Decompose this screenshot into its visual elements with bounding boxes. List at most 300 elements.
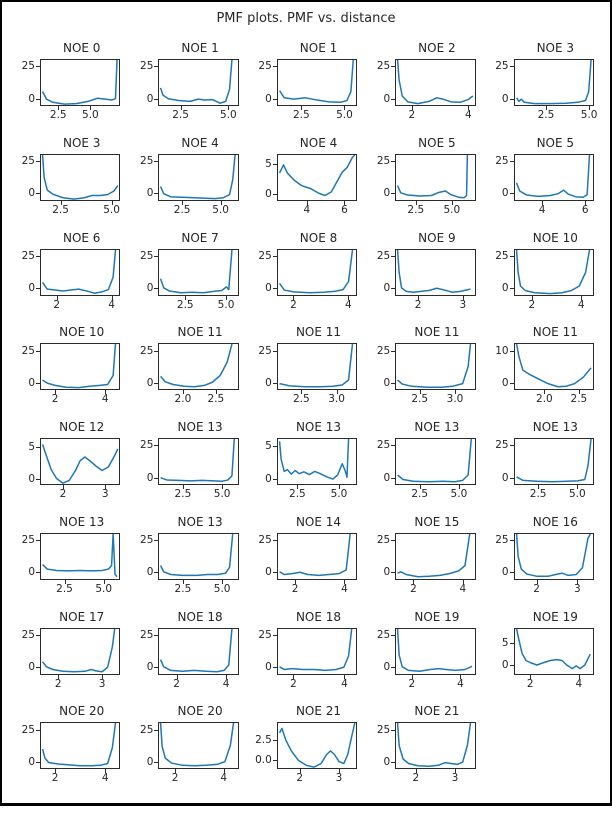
x-tick-label: 5.0 — [450, 488, 468, 500]
pmf-curve — [43, 344, 116, 388]
subplot-34-noe-19 — [484, 607, 602, 702]
subplot-axes — [21, 533, 120, 595]
subplot-19-noe-11 — [484, 322, 602, 417]
subplot-title: NOE 13 — [532, 420, 578, 434]
pmf-curve — [161, 439, 235, 481]
y-tick-mark — [36, 762, 40, 763]
y-tick-label: 0 — [383, 92, 391, 105]
x-tick-label: 2.5 — [292, 393, 310, 406]
y-tick-label: 0 — [146, 471, 154, 484]
x-tick-label: 3 — [98, 677, 106, 690]
subplot-axes — [140, 154, 238, 216]
y-tick-label: 0 — [265, 376, 272, 389]
subplot-axes — [265, 438, 357, 500]
subplot-title: NOE 18 — [177, 609, 223, 624]
x-tick-label: 4 — [538, 203, 546, 216]
x-tick-label: 3.0 — [446, 393, 464, 406]
y-tick-mark — [154, 161, 158, 162]
y-tick-label: 25 — [140, 249, 154, 262]
x-tick-label: 2.5 — [529, 488, 547, 500]
pmf-curve — [398, 439, 472, 482]
subplot-axes — [140, 533, 238, 595]
pmf-curve — [398, 344, 471, 387]
y-tick-mark — [391, 193, 395, 194]
subplot-3-noe-2 — [365, 38, 483, 133]
y-tick-mark — [36, 161, 40, 162]
pmf-curve — [161, 250, 232, 293]
y-tick-mark — [391, 540, 395, 541]
y-tick-mark — [154, 478, 158, 479]
subplot-35-noe-20 — [10, 701, 128, 796]
pmf-curve — [398, 155, 468, 198]
x-tick-label: 2.5 — [176, 298, 194, 311]
pmf-curve — [516, 155, 589, 197]
x-tick-label: 2.5 — [537, 109, 555, 121]
y-tick-mark — [510, 66, 514, 67]
subplot-axes — [21, 628, 120, 690]
subplot-axes — [140, 343, 238, 406]
pmf-curve — [43, 723, 116, 766]
subplot-15-noe-10 — [10, 322, 128, 417]
subplot-4-noe-3 — [484, 38, 602, 133]
y-tick-mark — [273, 99, 277, 100]
subplot-axes — [258, 249, 357, 311]
pmf-curve — [516, 534, 590, 576]
y-tick-mark — [154, 351, 158, 352]
subplot-title: NOE 12 — [59, 420, 105, 434]
subplot-axes — [140, 438, 238, 500]
y-tick-label: 25 — [376, 628, 391, 641]
y-tick-label: 0 — [28, 660, 35, 673]
subplot-title: NOE 0 — [62, 41, 101, 55]
y-tick-mark — [391, 256, 395, 257]
y-tick-label: 5 — [265, 157, 272, 170]
subplot-36-noe-20 — [128, 701, 246, 796]
x-tick-label: 2 — [290, 677, 297, 690]
y-tick-mark — [36, 667, 40, 668]
x-tick-label: 4 — [341, 677, 348, 690]
y-tick-label: 0 — [501, 376, 509, 389]
subplot-18-noe-11 — [365, 322, 483, 417]
subplot-axes — [140, 59, 238, 121]
y-tick-label: 0 — [265, 281, 272, 294]
x-tick-label: 3 — [335, 772, 343, 785]
y-tick-mark — [154, 288, 158, 289]
y-tick-mark — [391, 635, 395, 636]
subplot-axes — [21, 343, 120, 406]
y-tick-mark — [273, 572, 277, 573]
y-tick-label: 0 — [146, 660, 154, 673]
y-tick-label: 0 — [28, 281, 35, 294]
y-tick-label: 0 — [383, 755, 391, 768]
y-tick-label: 0 — [265, 188, 272, 201]
x-tick-label: 2.5 — [289, 488, 306, 500]
subplot-axes — [140, 249, 238, 311]
y-tick-mark — [510, 193, 514, 194]
subplot-axes — [258, 343, 357, 406]
y-tick-mark — [510, 351, 514, 352]
subplot-title: NOE 18 — [295, 609, 342, 624]
y-tick-mark — [273, 164, 277, 165]
y-tick-label: 0 — [383, 566, 391, 579]
y-tick-label: 25 — [376, 533, 391, 546]
subplot-title: NOE 11 — [414, 325, 460, 340]
pmf-curve — [43, 155, 118, 199]
subplot-title: NOE 3 — [536, 41, 575, 55]
subplot-axes — [376, 722, 475, 785]
y-tick-mark — [154, 445, 158, 446]
subplot-title: NOE 1 — [299, 41, 338, 55]
x-tick-label: 2 — [53, 298, 61, 311]
subplot-axes — [376, 533, 475, 595]
pmf-curve — [398, 60, 473, 104]
subplot-title: NOE 5 — [536, 135, 575, 150]
y-tick-mark — [391, 99, 395, 100]
subplot-title: NOE 13 — [59, 514, 105, 529]
y-tick-mark — [391, 730, 395, 731]
y-tick-label: 5 — [501, 636, 509, 649]
x-tick-label: 2.0 — [536, 393, 553, 406]
subplot-27-noe-14 — [247, 512, 365, 607]
y-tick-mark — [391, 351, 395, 352]
y-tick-mark — [273, 383, 277, 384]
subplot-axes — [140, 722, 238, 785]
subplot-axes — [495, 59, 598, 121]
y-tick-mark — [510, 256, 514, 257]
y-tick-label: 0 — [28, 566, 35, 579]
y-tick-mark — [154, 383, 158, 384]
x-tick-label: 2.5 — [570, 393, 588, 406]
y-tick-mark — [391, 762, 395, 763]
pmf-curve — [279, 344, 352, 387]
subplot-title: NOE 19 — [414, 609, 460, 624]
x-tick-label: 2 — [526, 677, 534, 690]
subplot-title: NOE 6 — [62, 230, 101, 245]
x-tick-label: 2 — [290, 298, 297, 311]
subplot-title: NOE 3 — [62, 135, 101, 150]
x-tick-label: 5.0 — [103, 203, 120, 216]
subplot-title: NOE 20 — [177, 704, 223, 719]
y-tick-label: 25 — [258, 628, 272, 641]
y-tick-mark — [36, 99, 40, 100]
subplot-title: NOE 2 — [418, 41, 456, 55]
subplot-29-noe-16 — [484, 512, 602, 607]
y-tick-mark — [36, 479, 40, 480]
y-tick-label: 0 — [265, 92, 272, 105]
y-tick-mark — [273, 256, 277, 257]
y-tick-mark — [510, 99, 514, 100]
x-tick-label: 5.0 — [336, 109, 353, 121]
x-tick-label: 5.0 — [213, 488, 231, 500]
pmf-curve — [43, 629, 115, 672]
y-tick-mark — [273, 288, 277, 289]
y-tick-label: 0 — [146, 187, 154, 200]
subplot-title: NOE 11 — [532, 325, 578, 340]
y-tick-mark — [391, 445, 395, 446]
subplot-title: NOE 13 — [177, 420, 223, 434]
y-tick-mark — [154, 540, 158, 541]
y-tick-label: 25 — [140, 154, 154, 167]
y-tick-label: 25 — [376, 723, 391, 736]
subplot-25-noe-13 — [10, 512, 128, 607]
subplot-9-noe-5 — [484, 133, 602, 228]
x-tick-label: 2 — [54, 677, 62, 690]
y-tick-label: 5 — [28, 440, 35, 453]
x-tick-label: 2.5 — [172, 109, 189, 121]
y-tick-mark — [154, 66, 158, 67]
x-tick-label: 4 — [575, 677, 583, 690]
subplot-axes — [376, 628, 475, 690]
subplot-38-noe-21 — [365, 701, 483, 796]
x-tick-label: 2.5 — [407, 203, 425, 216]
pmf-curve — [516, 344, 590, 387]
subplot-22-noe-13 — [247, 417, 365, 512]
subplot-7-noe-4 — [247, 133, 365, 228]
subplot-axes — [258, 533, 357, 595]
y-tick-mark — [510, 572, 514, 573]
x-tick-label: 3 — [101, 488, 109, 500]
x-tick-label: 2 — [173, 677, 180, 690]
y-tick-mark — [36, 256, 40, 257]
subplot-title: NOE 14 — [295, 514, 342, 529]
y-tick-label: 25 — [376, 439, 391, 452]
y-tick-mark — [154, 730, 158, 731]
x-tick-label: 6 — [581, 203, 589, 216]
x-tick-label: 2.5 — [52, 203, 69, 216]
subplot-13-noe-9 — [365, 228, 483, 323]
y-tick-label: 25 — [140, 628, 154, 641]
pmf-curve — [43, 60, 117, 104]
subplot-axes — [495, 438, 594, 500]
y-tick-label: 0 — [146, 92, 154, 105]
y-tick-mark — [391, 667, 395, 668]
pmf-curve — [398, 723, 471, 766]
y-tick-mark — [273, 740, 277, 741]
y-tick-mark — [36, 193, 40, 194]
subplot-title: NOE 9 — [418, 230, 456, 245]
subplot-21-noe-13 — [128, 417, 246, 512]
x-tick-label: 2 — [412, 772, 420, 785]
x-tick-label: 3 — [573, 582, 581, 595]
y-tick-mark — [391, 572, 395, 573]
y-tick-mark — [154, 256, 158, 257]
y-tick-label: 0 — [501, 281, 509, 294]
subplot-title: NOE 13 — [295, 420, 342, 434]
x-tick-label: 2 — [171, 772, 179, 785]
x-tick-label: 4 — [577, 298, 585, 311]
x-tick-label: 4 — [303, 203, 311, 216]
y-tick-mark — [510, 478, 514, 479]
y-tick-label: 25 — [495, 154, 509, 167]
pmf-curve — [43, 250, 116, 293]
y-tick-label: 0 — [383, 471, 391, 484]
subplot-title: NOE 15 — [414, 514, 460, 529]
subplot-20-noe-12 — [10, 417, 128, 512]
y-tick-mark — [36, 447, 40, 448]
y-tick-label: 0 — [146, 376, 154, 389]
x-tick-label: 2.5 — [174, 488, 192, 500]
x-tick-label: 4 — [220, 772, 228, 785]
x-tick-label: 2 — [51, 393, 59, 406]
pmf-curve — [161, 534, 233, 575]
figure-title: PMF plots. PMF vs. distance — [216, 11, 396, 26]
y-tick-mark — [273, 540, 277, 541]
y-tick-label: 0 — [383, 660, 391, 673]
y-tick-label: 0 — [383, 281, 391, 294]
subplot-14-noe-10 — [484, 228, 602, 323]
y-tick-mark — [36, 66, 40, 67]
subplot-axes — [140, 628, 238, 690]
subplot-title: NOE 13 — [177, 514, 223, 529]
pmf-curve — [398, 629, 472, 671]
y-tick-label: 25 — [376, 249, 391, 262]
x-tick-label: 4 — [101, 772, 109, 785]
y-tick-label: 25 — [21, 533, 35, 546]
y-tick-label: 0 — [28, 376, 35, 389]
y-tick-label: 25 — [21, 344, 35, 357]
subplot-5-noe-3 — [10, 133, 128, 228]
subplot-axes — [501, 628, 594, 690]
subplot-title: NOE 10 — [59, 325, 105, 340]
y-tick-label: 0 — [146, 566, 154, 579]
pmf-curve — [398, 250, 471, 292]
y-tick-mark — [510, 540, 514, 541]
subplot-11-noe-7 — [128, 228, 246, 323]
x-tick-label: 2 — [59, 488, 67, 500]
subplot-grid — [10, 38, 602, 796]
y-tick-mark — [391, 383, 395, 384]
y-tick-label: 5 — [265, 439, 272, 452]
x-tick-label: 2.5 — [411, 488, 429, 500]
subplot-17-noe-11 — [247, 322, 365, 417]
subplot-axes — [265, 154, 357, 216]
pmf-curve — [516, 60, 590, 104]
pmf-curve — [43, 444, 118, 483]
subplot-10-noe-6 — [10, 228, 128, 323]
y-tick-mark — [510, 288, 514, 289]
y-tick-label: 0 — [383, 187, 391, 200]
pmf-curve — [516, 439, 590, 482]
subplot-axes — [255, 722, 357, 785]
subplot-24-noe-13 — [484, 417, 602, 512]
y-tick-label: 25 — [258, 60, 272, 73]
y-tick-label: 0 — [383, 376, 391, 389]
pmf-curve — [279, 629, 351, 670]
x-tick-label: 2.0 — [174, 393, 192, 406]
x-tick-label: 5.0 — [330, 488, 348, 500]
y-tick-mark — [273, 479, 277, 480]
y-tick-mark — [510, 665, 514, 666]
x-tick-label: 2 — [296, 772, 304, 785]
subplot-37-noe-21 — [247, 701, 365, 796]
y-tick-mark — [273, 66, 277, 67]
subplot-title: NOE 16 — [532, 514, 578, 529]
y-tick-mark — [154, 572, 158, 573]
subplot-axes — [495, 343, 594, 406]
y-tick-mark — [36, 351, 40, 352]
subplot-30-noe-17 — [10, 607, 128, 702]
subplot-axes — [258, 59, 357, 121]
subplot-axes — [376, 59, 475, 121]
y-tick-label: 25 — [495, 249, 509, 262]
y-tick-mark — [273, 635, 277, 636]
x-tick-label: 4 — [464, 109, 472, 121]
subplot-31-noe-18 — [128, 607, 246, 702]
subplot-axes — [21, 154, 120, 216]
x-tick-label: 2.5 — [292, 109, 310, 121]
y-tick-mark — [510, 161, 514, 162]
y-tick-mark — [36, 540, 40, 541]
y-tick-label: 0.0 — [255, 753, 272, 766]
subplot-axes — [376, 249, 475, 311]
pmf-curve — [161, 155, 235, 199]
x-tick-label: 3.0 — [328, 393, 345, 406]
subplot-28-noe-15 — [365, 512, 483, 607]
y-tick-label: 25 — [495, 439, 509, 452]
pmf-curve — [161, 629, 232, 672]
y-tick-mark — [36, 383, 40, 384]
subplot-title: NOE 11 — [177, 325, 223, 340]
subplot-title: NOE 10 — [532, 230, 578, 245]
y-tick-label: 0 — [501, 187, 509, 200]
pmf-curve — [279, 155, 354, 196]
subplot-title: NOE 13 — [414, 420, 460, 434]
x-tick-label: 2.5 — [173, 203, 191, 216]
x-tick-label: 2 — [533, 582, 540, 595]
x-tick-label: 4 — [457, 677, 464, 690]
y-tick-label: 25 — [258, 533, 272, 546]
subplot-title: NOE 1 — [181, 41, 219, 55]
pmf-curve — [516, 629, 590, 669]
y-tick-label: 0 — [146, 755, 154, 768]
x-tick-label: 3 — [451, 772, 459, 785]
x-tick-label: 5.0 — [580, 109, 598, 121]
y-tick-label: 0 — [28, 755, 35, 768]
subplot-6-noe-4 — [128, 133, 246, 228]
subplot-title: NOE 21 — [414, 704, 460, 719]
y-tick-label: 0 — [265, 660, 272, 673]
y-tick-label: 0 — [501, 659, 509, 672]
x-tick-label: 2.5 — [49, 109, 67, 121]
y-tick-label: 0 — [28, 187, 35, 200]
subplot-title: NOE 20 — [59, 704, 105, 719]
x-tick-label: 2 — [414, 298, 422, 311]
y-tick-label: 25 — [258, 344, 272, 357]
subplot-26-noe-13 — [128, 512, 246, 607]
subplot-33-noe-19 — [365, 607, 483, 702]
x-tick-label: 5.0 — [220, 109, 237, 121]
y-tick-label: 0 — [146, 281, 154, 294]
y-tick-label: 25 — [140, 533, 154, 546]
y-tick-label: 25 — [21, 628, 35, 641]
subplot-title: NOE 19 — [532, 609, 578, 624]
subplot-axes — [495, 154, 594, 216]
x-tick-label: 2 — [408, 109, 416, 121]
x-tick-label: 2 — [51, 772, 59, 785]
y-tick-label: 25 — [21, 249, 35, 262]
y-tick-mark — [273, 194, 277, 195]
x-tick-label: 2 — [408, 677, 416, 690]
x-tick-label: 4 — [459, 582, 467, 595]
subplot-16-noe-11 — [128, 322, 246, 417]
subplot-axes — [495, 533, 594, 595]
y-tick-label: 25 — [140, 60, 154, 73]
pmf-curve — [161, 723, 234, 766]
subplot-axes — [21, 722, 120, 785]
x-tick-label: 2.5 — [411, 393, 429, 406]
pmf-curve — [279, 439, 348, 479]
subplot-32-noe-18 — [247, 607, 365, 702]
